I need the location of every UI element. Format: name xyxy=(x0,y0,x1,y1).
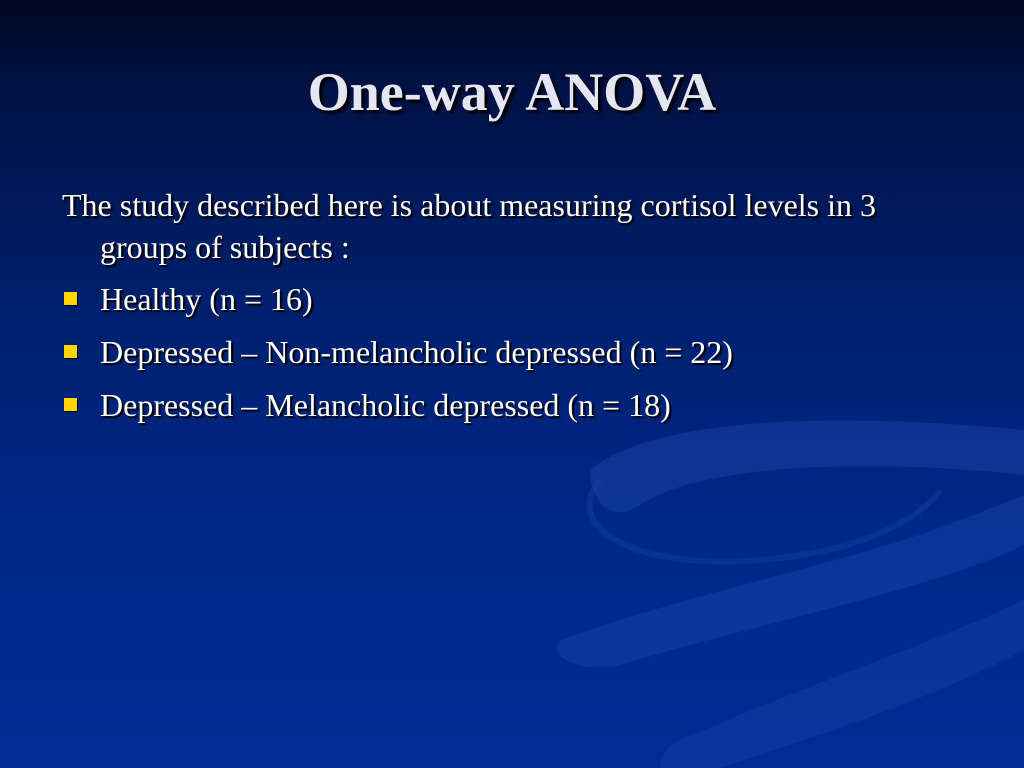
intro-paragraph: The study described here is about measuring cortisol levels in 3 groups of subjects : xyxy=(62,187,877,265)
bullet-item-non-melancholic xyxy=(62,331,962,373)
square-bullet-icon xyxy=(64,345,77,358)
slide-body xyxy=(62,184,962,437)
square-bullet-icon xyxy=(64,292,77,305)
bullet-label: Depressed – Non-melancholic depressed (n = 22) xyxy=(100,334,733,370)
slide-title: One-way ANOVA xyxy=(307,62,717,122)
bullet-item-healthy xyxy=(62,278,962,320)
bullet-item-melancholic xyxy=(62,384,962,426)
bullet-list xyxy=(62,278,962,426)
bullet-label: Depressed – Melancholic depressed (n = 18) xyxy=(100,387,671,423)
bullet-label: Healthy (n = 16) xyxy=(100,281,313,317)
square-bullet-icon xyxy=(64,398,77,411)
